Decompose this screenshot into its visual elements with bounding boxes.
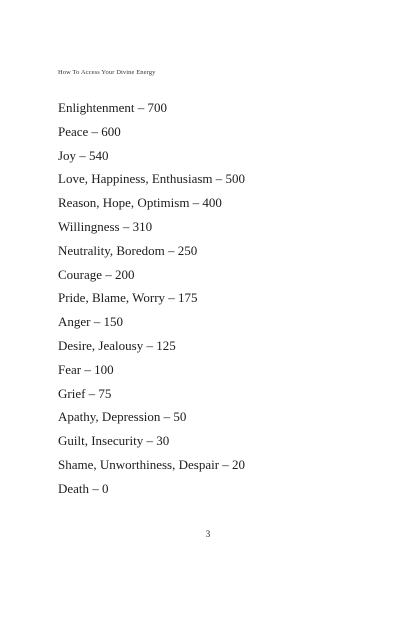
list-item: Love, Happiness, Enthusiasm – 500 xyxy=(58,171,246,187)
list-item: Anger – 150 xyxy=(58,314,123,330)
list-item: Peace – 600 xyxy=(58,123,121,139)
page-number: 3 xyxy=(205,529,211,539)
list-item: Neutrality, Boredom – 250 xyxy=(58,242,198,258)
list-item: Pride, Blame, Worry – 175 xyxy=(58,290,198,306)
energy-level-list xyxy=(58,100,245,505)
list-item: Shame, Unworthiness, Despair – 20 xyxy=(58,456,246,472)
list-item: Joy – 540 xyxy=(58,147,109,163)
list-item: Desire, Jealousy – 125 xyxy=(58,337,176,353)
list-item: Guilt, Insecurity – 30 xyxy=(58,433,170,449)
list-item: Grief – 75 xyxy=(58,385,112,401)
list-item: Enlightenment – 700 xyxy=(58,100,168,115)
list-item: Apathy, Depression – 50 xyxy=(58,409,187,425)
list-item: Courage – 200 xyxy=(58,266,135,282)
list-item: Willingness – 310 xyxy=(58,218,153,234)
list-item: Death – 0 xyxy=(58,480,109,496)
list-item: Reason, Hope, Optimism – 400 xyxy=(58,195,222,211)
list-item: Fear – 100 xyxy=(58,361,114,377)
running-header: How To Access Your Divine Energy xyxy=(58,69,156,76)
